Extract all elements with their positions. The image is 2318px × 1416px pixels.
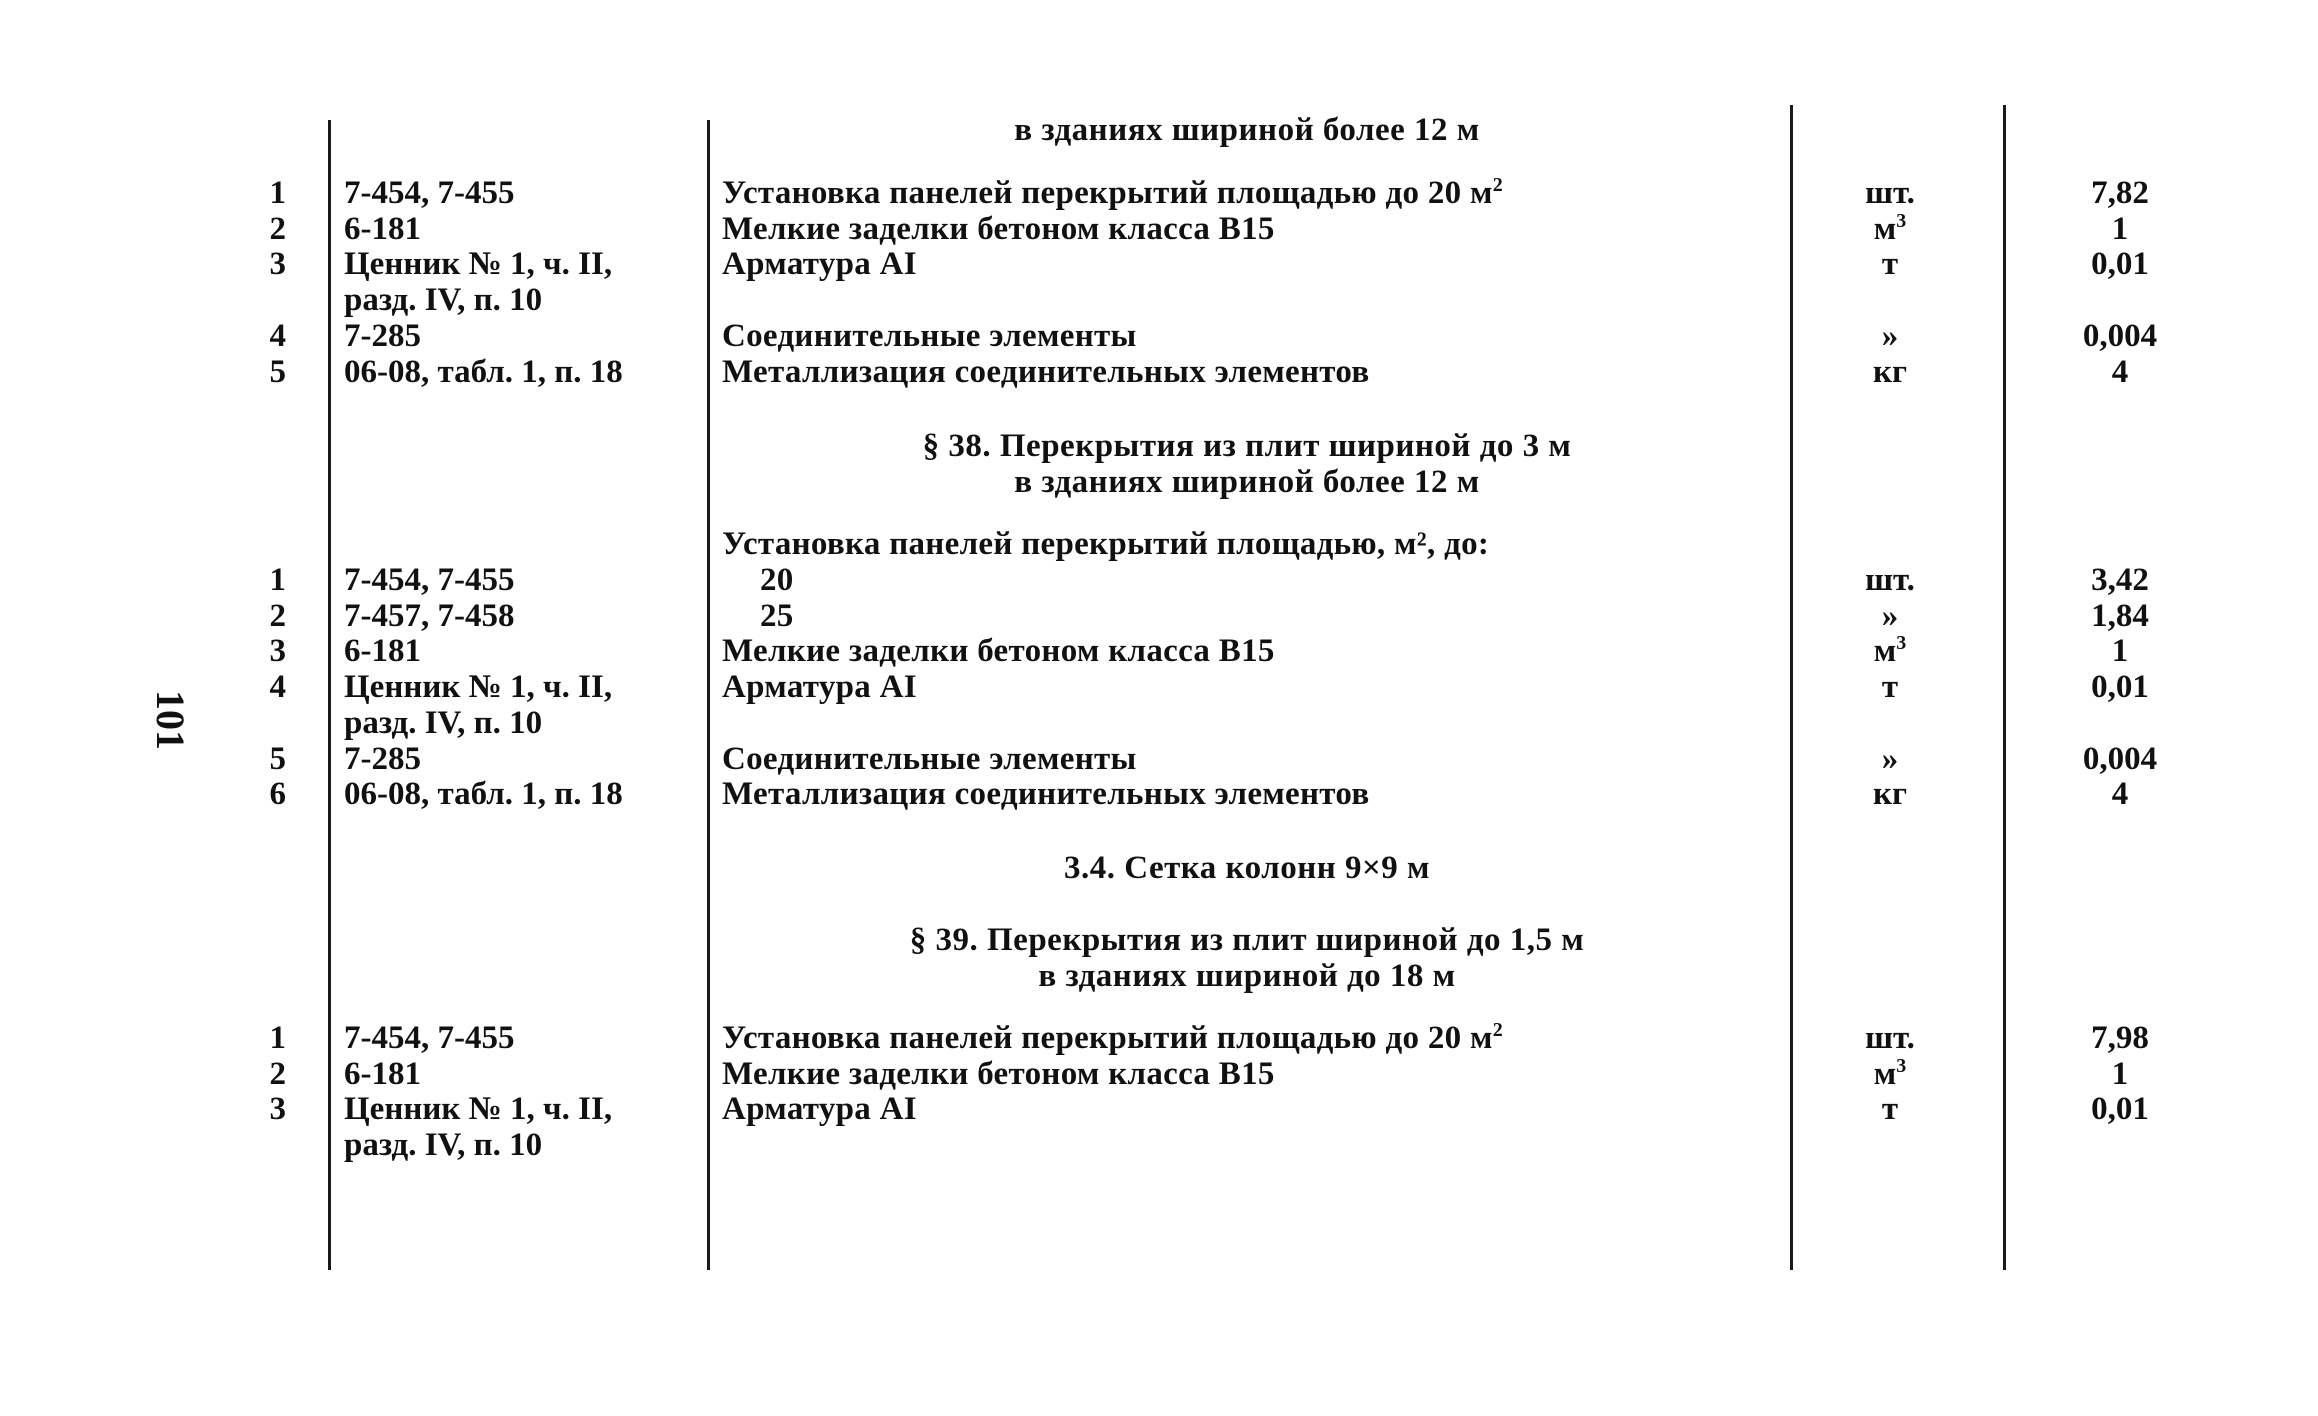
work-description: Металлизация соединительных элементов [722, 776, 1370, 813]
row-number: 5 [269, 740, 286, 777]
table-row [0, 669, 2318, 705]
unit-of-measure: кг [1873, 353, 1907, 390]
unit-of-measure: $м^3$ [1873, 632, 1907, 670]
table-row [0, 1020, 2318, 1056]
quantity-value: 1 [2111, 633, 2129, 670]
quantity-value: 4 [2111, 776, 2129, 813]
unit-of-measure: кг [1873, 776, 1907, 813]
table-row [0, 354, 2318, 390]
section-heading: 3.4. Сетка колонн 9×9 м [1063, 850, 1431, 886]
norm-code: 6-181 [344, 633, 421, 670]
section-heading: в зданиях шириной до 18 м [1038, 958, 1456, 994]
row-number: 3 [269, 1091, 286, 1128]
quantity-value: 0,01 [2091, 669, 2149, 706]
row-number: 5 [269, 353, 286, 390]
row-number: 2 [269, 210, 286, 247]
superscript: 3 [1896, 632, 1907, 655]
table-row [0, 282, 2318, 318]
work-description: 20 [760, 562, 794, 598]
row-number: 2 [269, 597, 286, 634]
quantity-value: 1 [2111, 1055, 2129, 1092]
section-heading: в зданиях шириной более 12 м [1014, 464, 1480, 500]
row-number: 1 [269, 1020, 286, 1056]
norm-code: 7-285 [344, 317, 421, 354]
superscript: 3 [1896, 209, 1907, 232]
norm-code: 7-285 [344, 740, 421, 777]
row-number: 3 [269, 246, 286, 283]
norm-code: 6-181 [344, 210, 421, 247]
quantity-value: 4 [2111, 353, 2129, 390]
table-row [0, 598, 2318, 634]
table-row [0, 175, 2318, 211]
unit-of-measure: » [1881, 597, 1899, 634]
table-row [0, 246, 2318, 282]
row-number: 3 [269, 633, 286, 670]
norm-code: Ценник № 1, ч. II, [344, 1091, 613, 1128]
quantity-value: 0,004 [2082, 317, 2158, 354]
row-number: 1 [269, 175, 286, 211]
work-description: Установка панелей перекрытий площадью до 20 $м^2$ [722, 174, 1504, 211]
work-description: Мелкие заделки бетоном класса В15 [722, 1055, 1275, 1092]
table-row [0, 1056, 2318, 1092]
subheading: Установка панелей перекрытий площадью, м², до: [722, 526, 1490, 562]
row-number: 4 [269, 317, 286, 354]
superscript: 2 [1492, 1019, 1504, 1041]
quantity-value: 0,004 [2082, 740, 2158, 777]
norm-code: разд. IV, п. 10 [344, 704, 543, 741]
quantity-value: 3,42 [2091, 562, 2149, 598]
work-description: Арматура АI [722, 246, 917, 283]
unit-of-measure: шт. [1865, 1020, 1915, 1056]
norm-code: 06-08, табл. 1, п. 18 [344, 776, 623, 813]
table-row [0, 562, 2318, 598]
section-heading: в зданиях шириной более 12 м [1014, 112, 1480, 148]
section-heading: § 38. Перекрытия из плит шириной до 3 м [922, 428, 1572, 464]
norm-code: Ценник № 1, ч. II, [344, 246, 613, 283]
page-number: 101 [148, 690, 193, 750]
work-description: Установка панелей перекрытий площадью до 20 $м^2$ [722, 1019, 1504, 1056]
table-row [0, 741, 2318, 777]
unit-of-measure: т [1881, 1091, 1899, 1128]
row-number: 2 [269, 1055, 286, 1092]
norm-code: 7-454, 7-455 [344, 175, 515, 211]
work-description: Арматура АI [722, 1091, 917, 1128]
unit-of-measure: т [1881, 246, 1899, 283]
table-row [0, 1091, 2318, 1127]
work-description: Металлизация соединительных элементов [722, 353, 1370, 390]
norm-code: 06-08, табл. 1, п. 18 [344, 353, 623, 390]
unit-of-measure: т [1881, 669, 1899, 706]
section-heading: § 39. Перекрытия из плит шириной до 1,5 м [909, 922, 1585, 958]
row-number: 1 [269, 562, 286, 598]
table-row [0, 705, 2318, 741]
norm-code: 6-181 [344, 1055, 421, 1092]
quantity-value: 1 [2111, 210, 2129, 247]
table-row [0, 1127, 2318, 1163]
table-row [0, 211, 2318, 247]
quantity-value: 1,84 [2091, 597, 2149, 634]
work-description: Арматура АI [722, 669, 917, 706]
superscript: 2 [1492, 174, 1504, 196]
norm-code: разд. IV, п. 10 [344, 1127, 543, 1164]
work-description: Соединительные элементы [722, 740, 1137, 777]
unit-of-measure: шт. [1865, 175, 1915, 211]
work-description: Соединительные элементы [722, 317, 1137, 354]
unit-of-measure: » [1881, 740, 1899, 777]
row-number: 4 [269, 669, 286, 706]
quantity-value: 0,01 [2091, 1091, 2149, 1128]
norm-code: 7-454, 7-455 [344, 562, 515, 598]
unit-of-measure: $м^3$ [1873, 209, 1907, 247]
table-row [0, 776, 2318, 812]
quantity-value: 0,01 [2091, 246, 2149, 283]
table-row [0, 318, 2318, 354]
work-description: Мелкие заделки бетоном класса В15 [722, 633, 1275, 670]
row-number: 6 [269, 776, 286, 813]
norm-code: разд. IV, п. 10 [344, 282, 543, 319]
unit-of-measure: шт. [1865, 562, 1915, 598]
work-description: 25 [760, 597, 794, 634]
norm-code: 7-454, 7-455 [344, 1020, 515, 1056]
work-description: Мелкие заделки бетоном класса В15 [722, 210, 1275, 247]
unit-of-measure: $м^3$ [1873, 1054, 1907, 1092]
superscript: 3 [1896, 1054, 1907, 1077]
norm-code: 7-457, 7-458 [344, 597, 515, 634]
quantity-value: 7,98 [2091, 1020, 2149, 1056]
quantity-value: 7,82 [2091, 175, 2149, 211]
unit-of-measure: » [1881, 317, 1899, 354]
table-row [0, 633, 2318, 669]
norm-code: Ценник № 1, ч. II, [344, 669, 613, 706]
